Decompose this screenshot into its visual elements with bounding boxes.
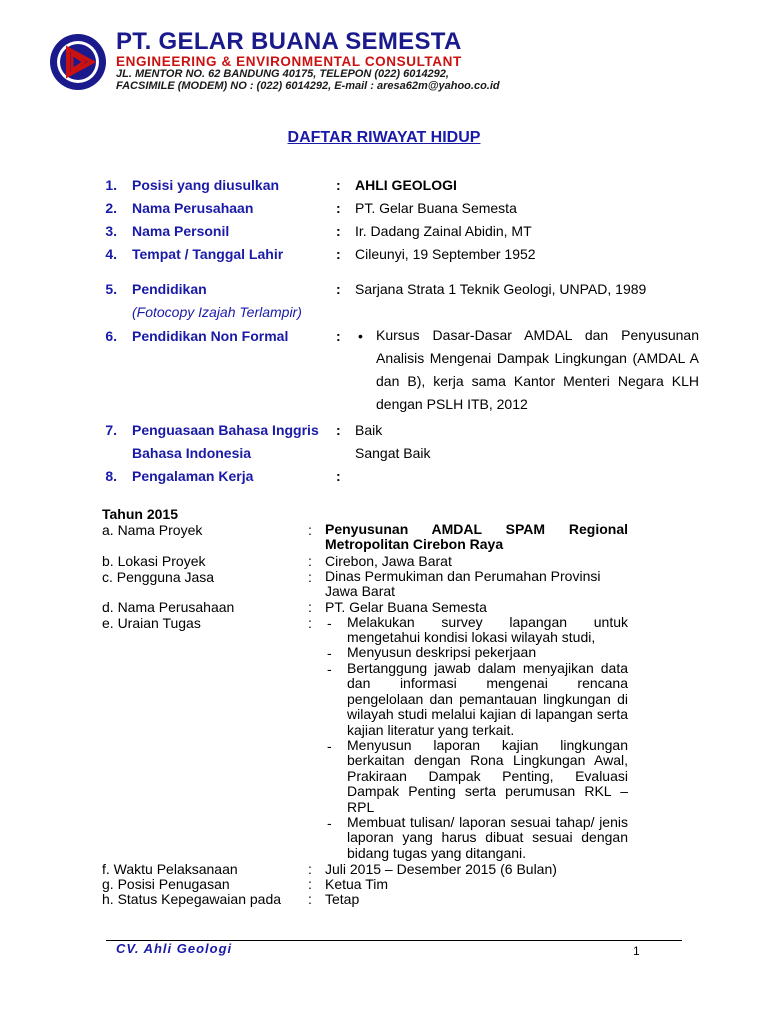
exp-colon: :: [308, 615, 312, 631]
company-contact: FACSIMILE (MODEM) NO : (022) 6014292, E-mail : aresa62m@yahoo.co.id: [116, 80, 500, 92]
item-number: 2.: [105, 200, 117, 216]
exp-label: c. Pengguna Jasa: [102, 569, 215, 585]
item-number: 3.: [105, 223, 117, 239]
footer-label: CV. Ahli Geologi: [116, 941, 233, 956]
item-number: 1.: [105, 177, 117, 193]
item-label: Nama Perusahaan: [132, 200, 254, 216]
item-colon: :: [336, 177, 341, 193]
item-number: 5.: [105, 281, 117, 297]
item-value: PT. Gelar Buana Semesta: [355, 200, 517, 216]
task-item: Bertanggung jawab dalam menyajikan data dan informasi mengenai rencana pengelolaan dan pemantauan lingkungan di wilayah studi melalui kajian di lapangan serta kajian literatur yang terkait.: [347, 660, 628, 738]
exp-value: Dinas Permukiman dan Perumahan Provinsi Jawa Barat: [325, 568, 601, 600]
task-item: Membuat tulisan/ laporan sesuai tahap/ jenis laporan yang harus dibuat sesuai dengan bidang tugas yang ditangani.: [347, 814, 628, 861]
item-number: 6.: [105, 328, 117, 344]
company-subtitle: ENGINEERING & ENVIRONMENTAL CONSULTANT: [116, 54, 462, 69]
item-colon: :: [336, 422, 341, 438]
task-dash: -: [327, 815, 332, 831]
exp-value: Tetap: [325, 891, 360, 907]
experience-year: Tahun 2015: [102, 506, 178, 522]
item-value: Ir. Dadang Zainal Abidin, MT: [355, 223, 532, 239]
item-label: Nama Personil: [132, 223, 230, 239]
exp-label: g. Posisi Penugasan: [102, 876, 230, 892]
item-colon: :: [336, 200, 341, 216]
item-label: Tempat / Tanggal Lahir: [132, 246, 284, 262]
company-name: PT. GELAR BUANA SEMESTA: [116, 28, 462, 55]
exp-value: PT. Gelar Buana Semesta: [325, 599, 487, 615]
exp-label: h. Status Kepegawaian pada: [102, 891, 282, 907]
item-value-2: Sangat Baik: [355, 445, 431, 461]
item-number: 8.: [105, 468, 117, 484]
company-logo: [48, 32, 108, 92]
exp-label: f. Waktu Pelaksanaan: [102, 861, 238, 877]
exp-label: d. Nama Perusahaan: [102, 599, 235, 615]
exp-value: Juli 2015 – Desember 2015 (6 Bulan): [325, 861, 557, 877]
exp-colon: :: [308, 522, 312, 538]
company-address: JL. MENTOR NO. 62 BANDUNG 40175, TELEPON (022) 6014292,: [116, 68, 449, 80]
exp-label: e. Uraian Tugas: [102, 615, 201, 631]
exp-colon: :: [308, 569, 312, 585]
item-colon: :: [336, 246, 341, 262]
task-dash: -: [327, 661, 332, 677]
task-dash: -: [327, 615, 332, 631]
item-value: Sarjana Strata 1 Teknik Geologi, UNPAD, 1989: [355, 281, 647, 297]
item-label: Posisi yang diusulkan: [132, 177, 280, 193]
exp-value: Ketua Tim: [325, 876, 389, 892]
item-value: AHLI GEOLOGI: [355, 177, 457, 193]
item-label: Pendidikan Non Formal: [132, 328, 289, 344]
item-sublabel: (Fotocopy Izajah Terlampir): [132, 304, 302, 320]
exp-label: a. Nama Proyek: [102, 522, 203, 538]
item-number: 7.: [105, 422, 117, 438]
item-colon: :: [336, 328, 341, 344]
exp-value: Cirebon, Jawa Barat: [325, 553, 452, 569]
task-item: Melakukan survey lapangan untuk mengetahui kondisi lokasi wilayah studi,: [347, 614, 628, 646]
task-dash: -: [327, 645, 332, 661]
page-number: 1: [633, 944, 640, 958]
exp-colon: :: [308, 553, 312, 569]
exp-colon: :: [308, 861, 312, 877]
item-value: Baik: [355, 422, 383, 438]
exp-colon: :: [308, 599, 312, 615]
item-number: 4.: [105, 246, 117, 262]
item-label: Pengalaman Kerja: [132, 468, 254, 484]
item-label: Pendidikan: [132, 281, 207, 297]
exp-colon: :: [308, 876, 312, 892]
exp-value: Penyusunan AMDAL SPAM Regional Metropolitan Cirebon Raya: [325, 521, 628, 553]
task-item: Menyusun laporan kajian lingkungan berkaitan dengan Rona Lingkungan Awal, Prakiraan Dampak Penting, Evaluasi Dampak Penting serta perumusan RKL – RPL: [347, 737, 628, 815]
item-colon: :: [336, 468, 341, 484]
item-label: Penguasaan Bahasa Inggris: [132, 422, 319, 438]
item-colon: :: [336, 223, 341, 239]
task-item: Menyusun deskripsi pekerjaan: [347, 644, 537, 660]
task-dash: -: [327, 738, 332, 754]
item-value: Kursus Dasar-Dasar AMDAL dan Penyusunan Analisis Mengenai Dampak Lingkungan (AMDAL A dan B), kerja sama Kantor Menteri Negara KLH dengan PSLH ITB, 2012: [376, 327, 699, 412]
exp-label: b. Lokasi Proyek: [102, 553, 206, 569]
exp-colon: :: [308, 891, 312, 907]
item-value: Cileunyi, 19 September 1952: [355, 246, 536, 262]
document-title: DAFTAR RIWAYAT HIDUP: [287, 129, 481, 146]
item-label-2: Bahasa Indonesia: [132, 445, 252, 461]
item-colon: :: [336, 281, 341, 297]
bullet-icon: •: [358, 328, 363, 344]
